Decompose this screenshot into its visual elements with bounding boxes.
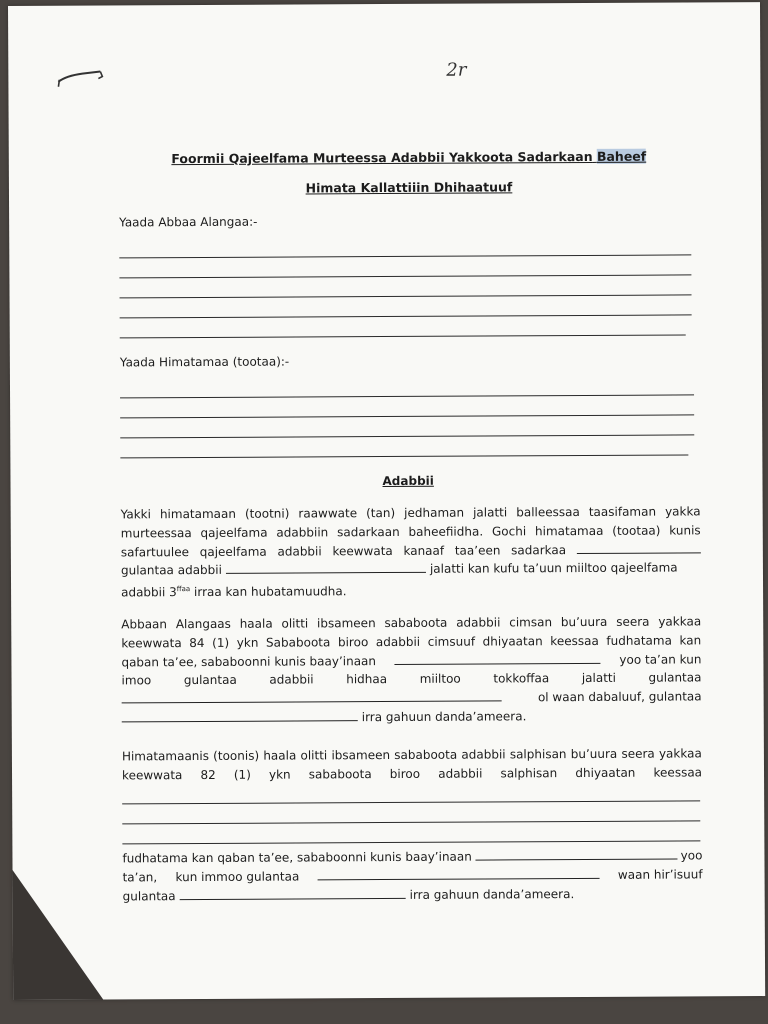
folded-corner: [13, 870, 104, 1000]
text-line: ta’an, kun immoo gulantaa waan hir’isuuf: [122, 867, 703, 885]
document-page: [8, 2, 765, 1000]
text-line: keewwata 82 (1) ykn sababoota biroo adabbii salphisan dhiyaatan keessaa: [121, 765, 703, 783]
prosecutor-opinion-line[interactable]: [119, 254, 691, 258]
text-line: Yakki himatamaan (tootni) raawwate (tan) jedhaman jalatti balleessaa taasifaman yakka: [120, 504, 701, 522]
text-line: safartuulee qajeelfama adabbii keewwata kanaaf taa’een sadarkaa: [121, 540, 701, 562]
prosecutor-opinion-line[interactable]: [120, 334, 686, 338]
defendant-opinion-line[interactable]: [120, 434, 694, 438]
prosecutor-opinion-line[interactable]: [120, 314, 692, 318]
paragraph-mitigating-continued: [122, 846, 702, 905]
mitigating-reasons-line[interactable]: [122, 820, 700, 824]
blank-aggravating-count-field[interactable]: [395, 650, 601, 664]
prosecutor-opinion-label: Yaada Abbaa Alangaa:-: [119, 214, 258, 230]
text-line: fudhatama kan qaban ta’ee, sababoonni kunis baay’inaan yoo: [122, 848, 703, 866]
text-line: adabbii $3^{ffaa}$ irraa kan hubatamuudha.: [121, 584, 347, 600]
highlighted-word: Baheef: [596, 148, 647, 164]
mitigating-reasons-line[interactable]: [122, 840, 700, 844]
text-line: Abbaan Alangaas haala olitti ibsameen sababoota adabbii cimsan bu’uura seera yakkaa: [121, 614, 702, 632]
text-line: murteessaa qajeelfama adabbiin sadarkaan baheefiidha. Gochi himatamaa (tootaa) kunis: [120, 523, 701, 541]
paragraph-mitigating: [122, 744, 702, 785]
defendant-opinion-line[interactable]: [120, 394, 694, 398]
text-line: imoo gulantaa adabbii hidhaa miiltoo tokkoffaa jalatti gulantaa: [121, 670, 702, 688]
text-line: Himatamaanis (toonis) haala olitti ibsameen sababoota adabbii salphisan bu’uura seera yakkaa: [121, 746, 702, 764]
form-title: Foormii Qajeelfama Murteessa Adabbii Yakkoota Sadarkaan Baheef: [171, 148, 647, 167]
blank-penalty-level-field[interactable]: [226, 560, 426, 574]
text-line: ol waan dabaluuf, gulantaa: [122, 688, 702, 710]
text-line: qaban ta’ee, sababoonni kunis baay’inaan yoo ta’an kun: [121, 651, 702, 670]
blank-aggravating-level-field[interactable]: [122, 689, 502, 704]
mitigating-reasons-line[interactable]: [122, 800, 700, 804]
paragraph-aggravating: [121, 612, 702, 728]
staple-mark: [56, 67, 104, 89]
prosecutor-opinion-line[interactable]: [120, 294, 692, 298]
defendant-opinion-line[interactable]: [120, 454, 688, 458]
form-subtitle: Himata Kallattiiin Dhihaatuuf: [305, 179, 513, 196]
blank-mitigating-level-field[interactable]: [318, 866, 600, 880]
text-line: gulantaa adabbii jalatti kan kufu ta’uun miiltoo qajeelfama: [120, 560, 678, 578]
text-line: keewwata 84 (1) ykn Sababoota biroo adabbii cimsuuf dhiyaatan keessaa fudhatama kan: [121, 633, 702, 651]
text-line: gulantaa irra gahuun danda’ameera.: [122, 886, 575, 904]
prosecutor-opinion-line[interactable]: [119, 274, 691, 278]
blank-aggravated-level-result-field[interactable]: [122, 708, 358, 722]
paragraph-offence: [121, 502, 701, 602]
defendant-opinion-line[interactable]: [120, 414, 694, 418]
blank-level-field[interactable]: [577, 540, 701, 554]
section-heading-adabbii: Adabbii: [382, 473, 434, 489]
blank-mitigating-count-field[interactable]: [475, 847, 677, 861]
text-line: irra gahuun danda’ameera.: [122, 706, 702, 728]
blank-mitigated-level-result-field[interactable]: [180, 886, 406, 900]
defendant-opinion-label: Yaada Himatamaa (tootaa):-: [119, 354, 290, 370]
handwritten-page-number: 2r: [446, 59, 467, 81]
